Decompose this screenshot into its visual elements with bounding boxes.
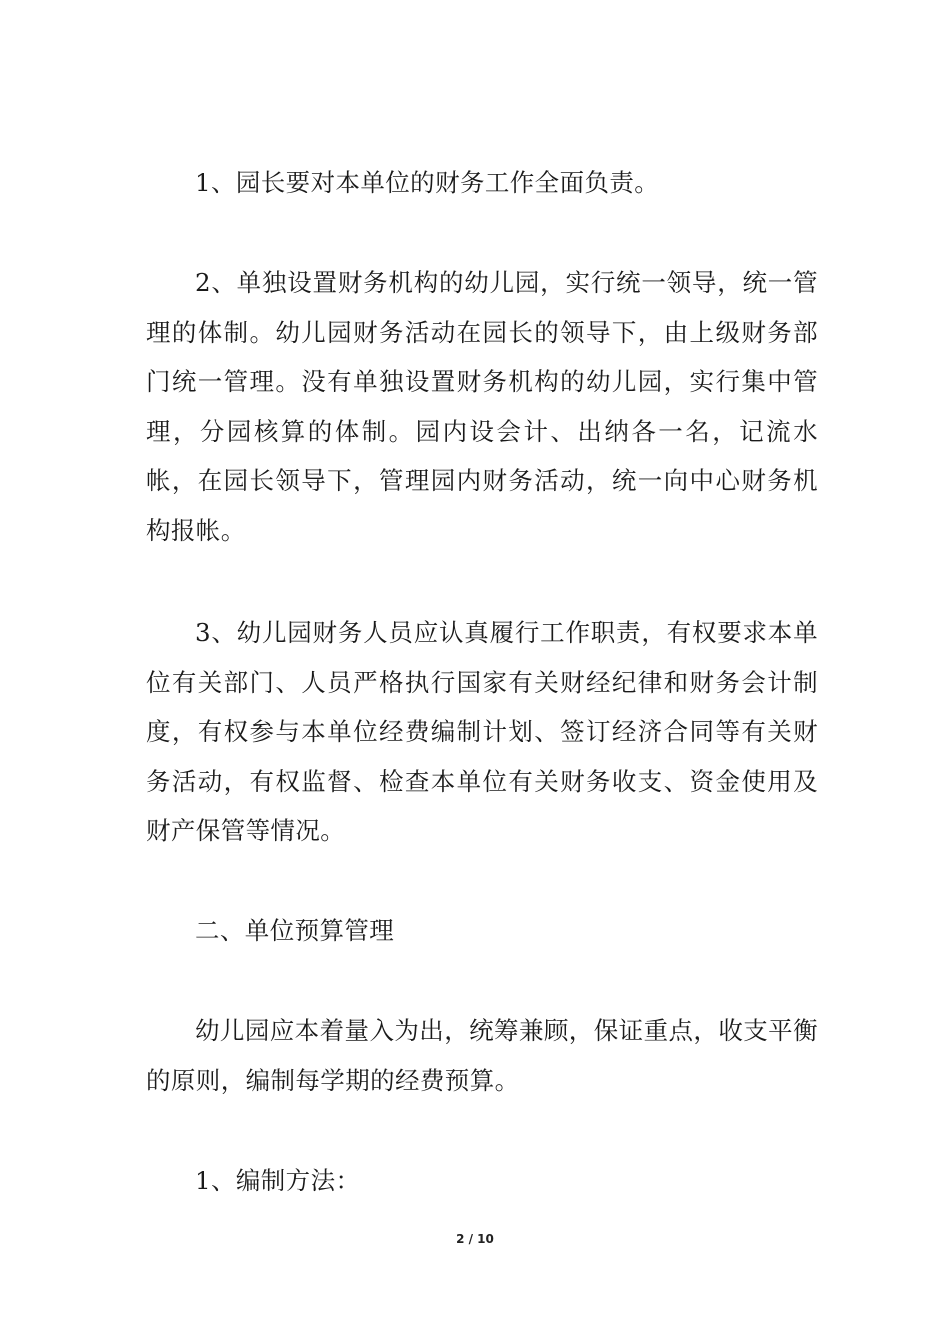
paragraph-principal-responsibility: 1、园长要对本单位的财务工作全面负责。 [195,168,660,197]
paragraph-finance-staff-duties: 3、幼儿园财务人员应认真履行工作职责，有权要求本单位有关部门、人员严格执行国家有关财经纪律和财务会计制度，有权参与本单位经费编制计划、签订经济合同等有关财务活动，有权监督、检查本单位有关财务收支、资金使用及财产保管等情况。 [146,618,818,845]
paragraph-finance-organization: 2、单独设置财务机构的幼儿园，实行统一领导，统一管理的体制。幼儿园财务活动在园长的领导下，由上级财务部门统一管理。没有单独设置财务机构的幼儿园，实行集中管理，分园核算的体制。园内设会计、出纳各一名，记流水帐，在园长领导下，管理园内财务活动，统一向中心财务机构报帐。 [146,268,818,545]
paragraph-compilation-method: 1、编制方法： [195,1166,361,1195]
section-heading-budget-management: 二、单位预算管理 [195,916,395,945]
page-number: 2 / 10 [456,1232,494,1246]
paragraph-budget-principle: 幼儿园应本着量入为出，统筹兼顾，保证重点，收支平衡的原则，编制每学期的经费预算。 [146,1016,818,1095]
